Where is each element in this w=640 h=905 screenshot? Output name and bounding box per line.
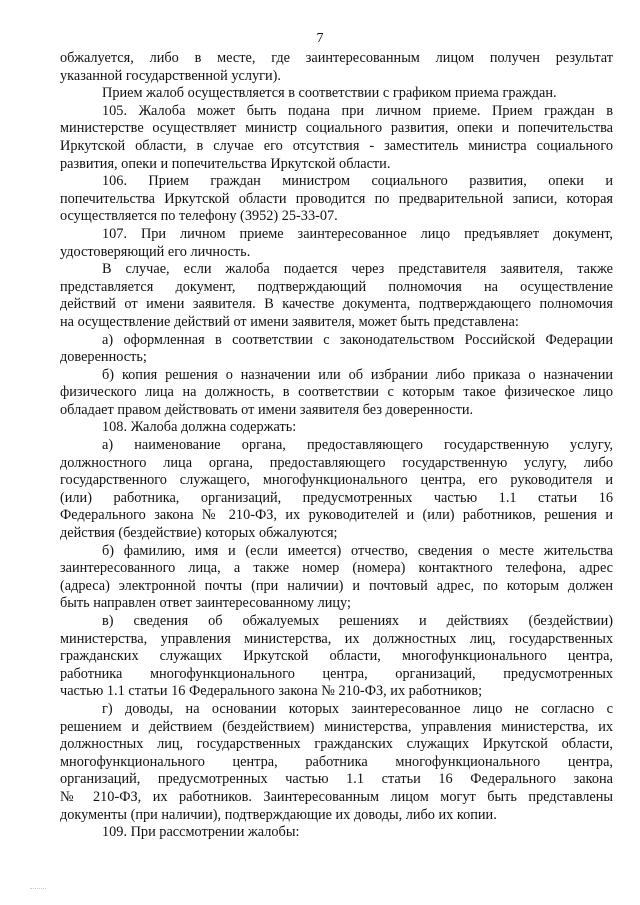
text-line: Прием жалоб осуществляется в соответствии с графиком приема граждан. (102, 85, 557, 102)
text-line: на осуществление действий от имени заявителя, может быть представлена: (60, 313, 519, 330)
text-line: б) фамилию, имя и (если имеется) отчество, сведения о месте жительства (102, 542, 613, 559)
text-line: осуществляется по телефону (3952) 25-33-07. (60, 208, 338, 225)
text-line: (или) работника, организаций, предусмотренных частью 1.1 статьи 16 (60, 489, 613, 506)
text-line: попечительства Иркутской области проводится по предварительной записи, которая (60, 190, 613, 207)
text-line: документы (при наличии), подтверждающие их доводы, либо их копии. (60, 806, 497, 823)
text-line: (адреса) электронной почты (при наличии) и почтовый адрес, по которым должен (60, 577, 613, 594)
text-line: министерстве осуществляет министр социального развития, опеки и попечительства (60, 120, 613, 137)
text-line: 109. При рассмотрении жалобы: (102, 824, 300, 841)
text-line: 108. Жалоба должна содержать: (102, 419, 297, 436)
document-body (60, 50, 613, 842)
text-line: а) наименование органа, предоставляющего государственную услугу, (102, 437, 613, 454)
text-line: организаций, предусмотренных частью 1.1 статьи 16 Федерального закона (60, 771, 613, 788)
text-line: 106. Прием граждан министром социального развития, опеки и (102, 173, 613, 190)
text-line: представляется документ, подтверждающий полномочия на осуществление (60, 278, 613, 295)
text-line: многофункционального центра, работника многофункционального центра, (60, 753, 613, 770)
text-line: должностных лиц, государственных гражданских служащих Иркутской области, (60, 736, 613, 753)
text-line: удостоверяющий его личность. (60, 243, 251, 260)
text-line: должностного лица органа, предоставляющего государственную услугу, либо (60, 454, 613, 471)
text-line: работника многофункционального центра, организаций, предусмотренных (60, 665, 613, 682)
text-line: обжалуется, либо в месте, где заинтересованным лицом получен результат (60, 50, 613, 66)
text-line: в) сведения об обжалуемых решениях и действиях (бездействии) (102, 613, 613, 629)
text-line: действий от имени заявителя. В качестве документа, подтверждающего полномочия (60, 296, 613, 313)
text-line: развития, опеки и попечительства Иркутской области. (60, 155, 391, 172)
text-line: Федерального закона № 210-ФЗ, их руководителей и (или) работников, решения и (60, 507, 613, 524)
text-line: 105. Жалоба может быть подана при личном приеме. Прием граждан в (102, 102, 613, 119)
text-line: б) копия решения о назначении или об избрании либо приказа о назначении (102, 366, 613, 383)
text-line: заинтересованного лица, а также номер (номера) контактного телефона, адрес (60, 560, 613, 577)
text-line: гражданских служащих Иркутской области, многофункционального центра, (60, 648, 613, 665)
text-line: В случае, если жалоба подается через представителя заявителя, также (102, 261, 613, 278)
text-line: физического лица на должность, в соответствии с которым такое физическое лицо (60, 384, 613, 401)
text-line: а) оформленная в соответствии с законодательством Российской Федерации (102, 331, 613, 348)
text-line: министерства, управления министерства, их должностных лиц, государственных (60, 630, 613, 647)
footer-mark (30, 888, 46, 889)
text-line: 107. При личном приеме заинтересованное лицо предъявляет документ, (102, 225, 613, 242)
text-line: № 210-ФЗ, их работников. Заинтересованным лицом могут быть представлены (60, 788, 613, 805)
text-line: государственного служащего, многофункционального центра, его руководителя и (60, 472, 613, 489)
text-line: указанной государственной услуги). (60, 67, 281, 84)
text-line: Иркутской области, в случае его отсутствия - заместитель министра социального (60, 137, 613, 154)
text-line: решением и действием (бездействием) министерства, управления министерства, их (60, 718, 613, 735)
text-line: г) доводы, на основании которых заинтересованное лицо не согласно с (102, 700, 613, 717)
text-line: обладает правом действовать от имени заявителя без доверенности. (60, 401, 474, 418)
text-line: доверенность; (60, 349, 147, 366)
page-number: 7 (316, 31, 324, 46)
text-line: частью 1.1 статьи 16 Федерального закона № 210-ФЗ, их работников; (60, 683, 483, 700)
text-line: быть направлен ответ заинтересованному лицу; (60, 595, 351, 612)
text-line: действия (бездействие) которых обжалуются; (60, 525, 338, 542)
